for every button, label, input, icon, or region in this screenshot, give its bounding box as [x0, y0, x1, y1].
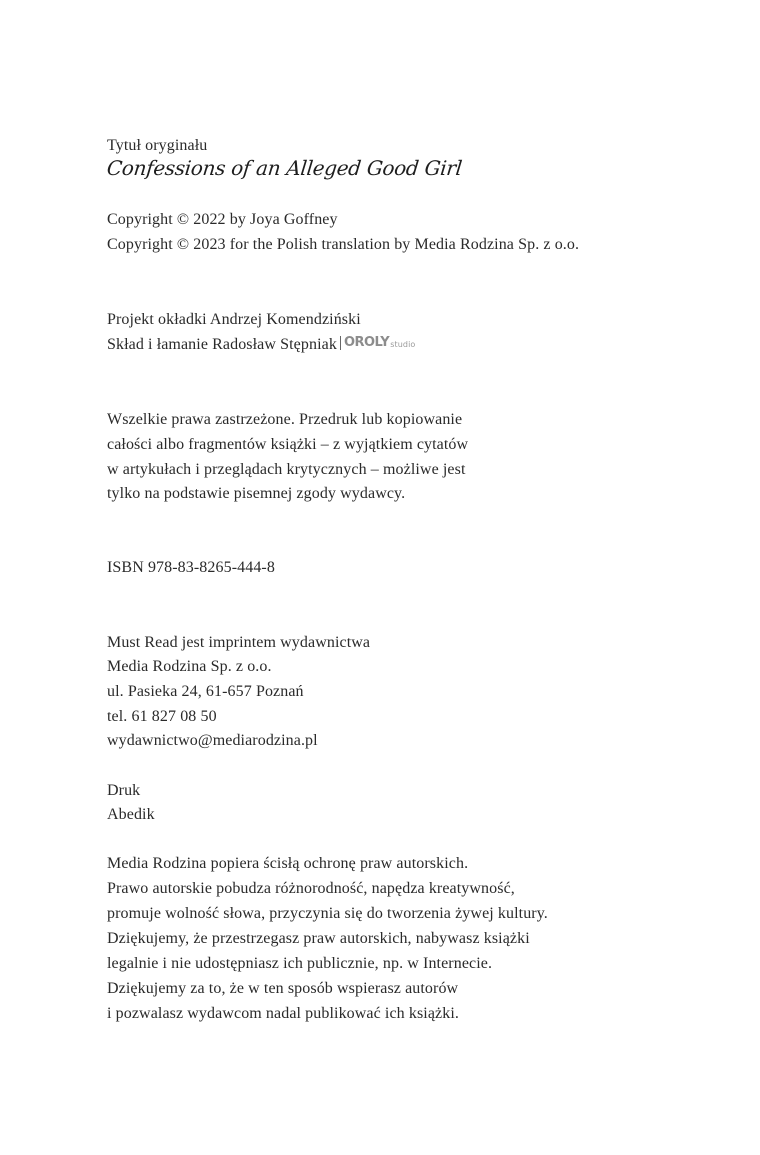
publisher-phone: tel. 61 827 08 50 — [107, 708, 217, 725]
typesetting-credit: Skład i łamanie Radosław Stępniak — [107, 336, 337, 353]
statement-line: legalnie i nie udostępniasz ich publicznie, np. w Internecie. — [107, 955, 493, 972]
publisher-email: wydawnictwo@mediarodzina.pl — [107, 732, 318, 749]
cover-credit: Projekt okładki Andrzej Komendziński — [107, 311, 361, 328]
publisher-address: ul. Pasieka 24, 61-657 Poznań — [107, 683, 304, 700]
studio-logo — [340, 336, 415, 350]
copyright-line: Copyright © 2023 for the Polish translation by Media Rodzina Sp. z o.o. — [107, 236, 580, 253]
rights-line: tylko na podstawie pisemnej zgody wydawcy. — [107, 485, 406, 502]
publisher-line: Must Read jest imprintem wydawnictwa — [107, 634, 371, 651]
statement-line: i pozwalasz wydawcom nadal publikować ich książki. — [107, 1005, 459, 1022]
statement-line: Prawo autorskie pobudza różnorodność, napędza kreatywność, — [107, 880, 515, 897]
statement-line: Dziękujemy za to, że w ten sposób wspierasz autorów — [107, 980, 459, 997]
isbn: ISBN 978-83-8265-444-8 — [107, 559, 275, 576]
rights-line: w artykułach i przeglądach krytycznych – możliwe jest — [107, 461, 466, 478]
rights-line: Wszelkie prawa zastrzeżone. Przedruk lub kopiowanie — [107, 411, 463, 428]
statement-line: promuje wolność słowa, przyczynia się do tworzenia żywej kultury. — [107, 905, 548, 922]
studio-logo-main: OROLY — [343, 335, 390, 351]
copyright-line: Copyright © 2022 by Joya Goffney — [107, 211, 338, 228]
original-title: Confessions of an Alleged Good Girl — [105, 156, 464, 180]
statement-line: Media Rodzina popiera ścisłą ochronę praw autorskich. — [107, 855, 469, 872]
studio-logo-sub: studio — [390, 340, 416, 350]
statement-line: Dziękujemy, że przestrzegasz praw autorskich, nabywasz książki — [107, 930, 530, 947]
typesetting-credit-row — [107, 335, 415, 355]
printer-name: Abedik — [107, 806, 155, 823]
publisher-line: Media Rodzina Sp. z o.o. — [107, 658, 272, 675]
printing-label: Druk — [107, 782, 141, 799]
original-title-label: Tytuł oryginału — [107, 137, 208, 154]
logo-divider — [340, 336, 341, 350]
rights-line: całości albo fragmentów książki – z wyjątkiem cytatów — [107, 436, 469, 453]
